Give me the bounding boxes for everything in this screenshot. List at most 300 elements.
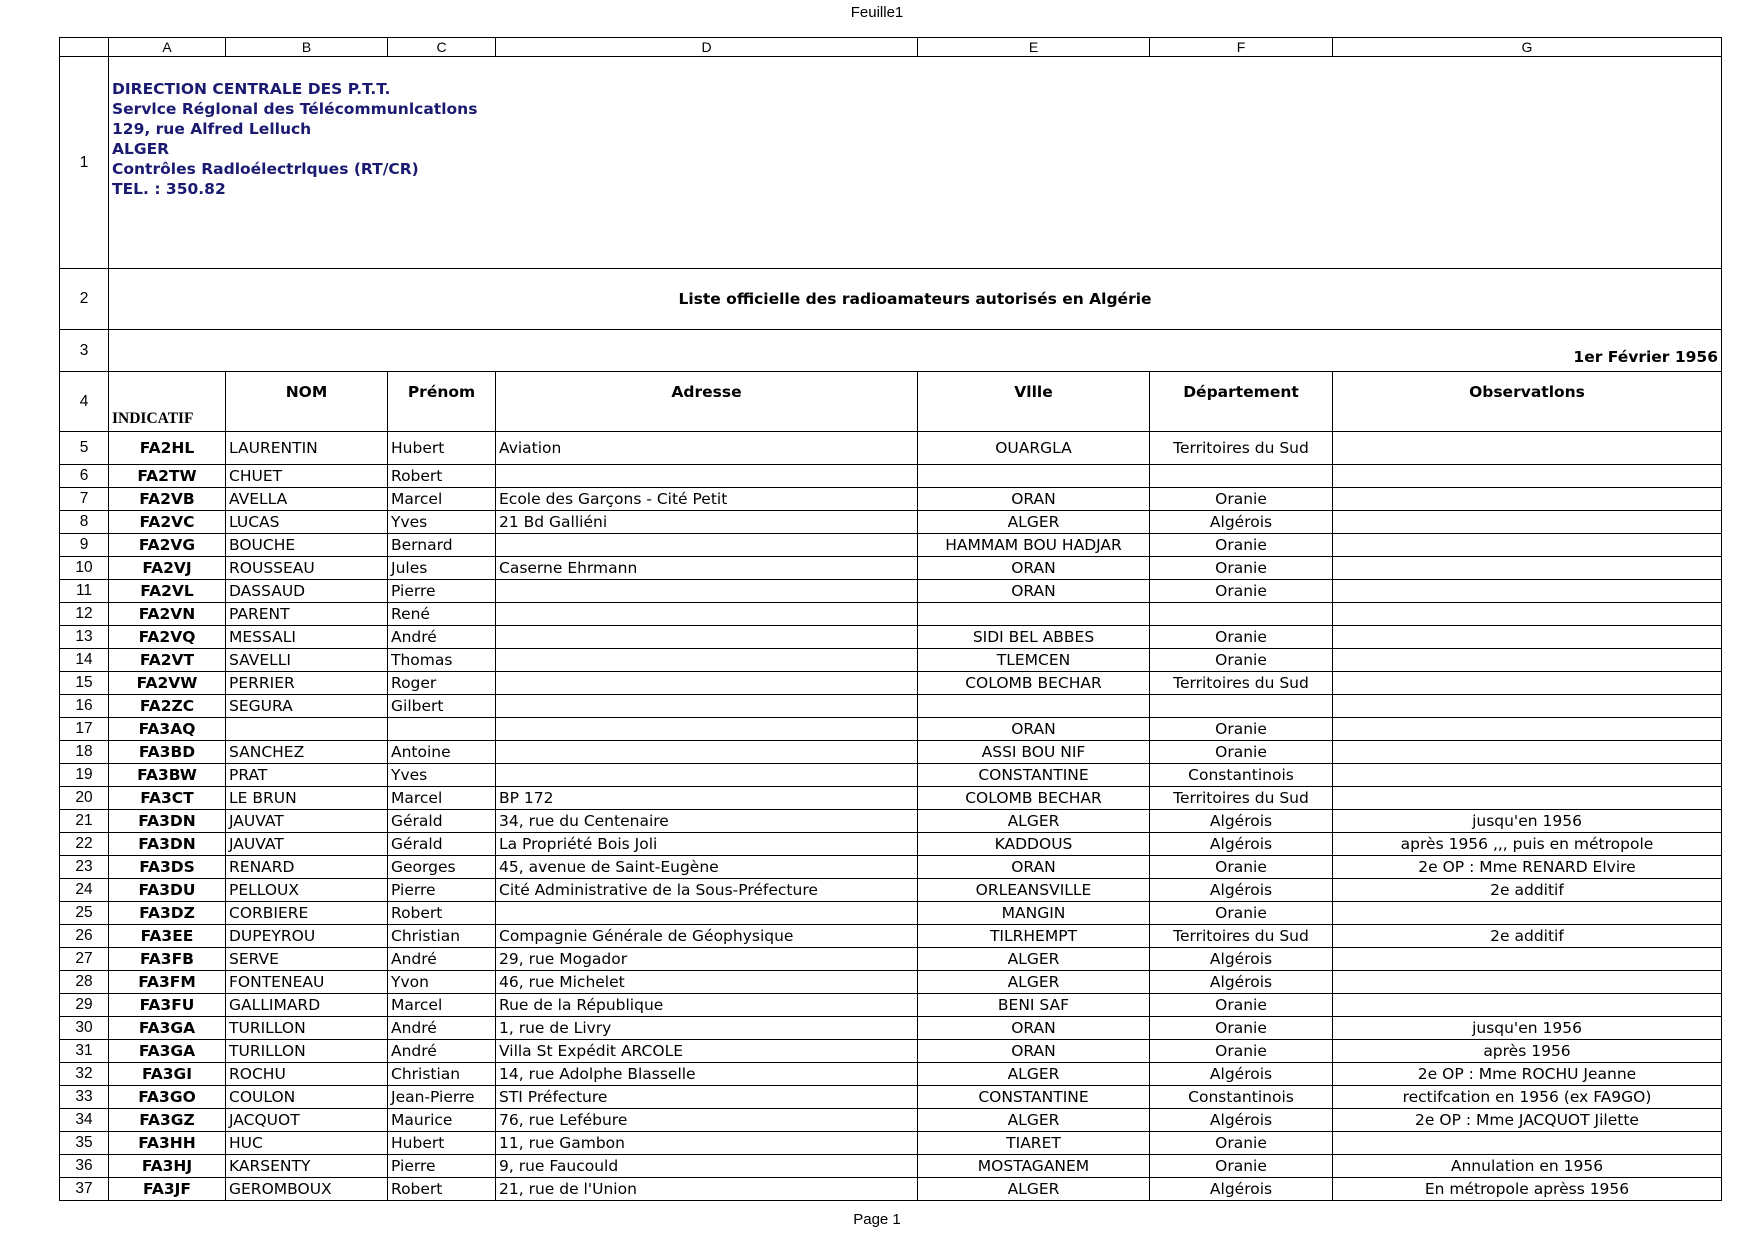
row-number: 18: [60, 741, 109, 764]
header-row: [60, 372, 1722, 432]
cell-observations: [1333, 465, 1722, 488]
cell-indicatif: FA3BD: [109, 741, 226, 764]
row-number: 11: [60, 580, 109, 603]
row-number: 14: [60, 649, 109, 672]
cell-indicatif: FA2VG: [109, 534, 226, 557]
cell-ville: OUARGLA: [918, 432, 1150, 465]
cell-nom: SERVE: [226, 948, 388, 971]
cell-ville: ALGER: [918, 971, 1150, 994]
cell-adresse: BP 172: [496, 787, 918, 810]
cell-indicatif: FA2VN: [109, 603, 226, 626]
cell-prenom: Jean-Pierre: [388, 1086, 496, 1109]
cell-indicatif: FA3GA: [109, 1040, 226, 1063]
cell-observations: [1333, 948, 1722, 971]
row-number: 35: [60, 1132, 109, 1155]
cell-nom: COULON: [226, 1086, 388, 1109]
row-number: 37: [60, 1178, 109, 1201]
cell-observations: [1333, 764, 1722, 787]
cell-ville: ALGER: [918, 948, 1150, 971]
cell-departement: Oranie: [1150, 902, 1333, 925]
cell-ville: ALGER: [918, 1109, 1150, 1132]
cell-observations: après 1956 ,,, puis en métropole: [1333, 833, 1722, 856]
cell-prenom: Christian: [388, 925, 496, 948]
cell-observations: rectifcation en 1956 (ex FA9GO): [1333, 1086, 1722, 1109]
row-number: 9: [60, 534, 109, 557]
table-row: [60, 1178, 1722, 1201]
row-number: 6: [60, 465, 109, 488]
letterhead-line: Servlce Réglonal des Télécommunlcatlons: [112, 100, 478, 118]
row-number: 10: [60, 557, 109, 580]
corner-cell: [60, 38, 109, 57]
cell-prenom: René: [388, 603, 496, 626]
cell-ville: ALGER: [918, 511, 1150, 534]
table-row: [60, 1063, 1722, 1086]
cell-nom: SANCHEZ: [226, 741, 388, 764]
row-number: 5: [60, 432, 109, 465]
cell-prenom: Antoine: [388, 741, 496, 764]
table-row: [60, 879, 1722, 902]
cell-nom: AVELLA: [226, 488, 388, 511]
table-row: [60, 465, 1722, 488]
table-row: [60, 626, 1722, 649]
cell-adresse: [496, 695, 918, 718]
row-number: 32: [60, 1063, 109, 1086]
cell-prenom: Hubert: [388, 1132, 496, 1155]
cell-observations: [1333, 511, 1722, 534]
row-number: 33: [60, 1086, 109, 1109]
cell-departement: Algérois: [1150, 948, 1333, 971]
cell-prenom: Georges: [388, 856, 496, 879]
cell-observations: [1333, 672, 1722, 695]
row-number: 3: [60, 330, 109, 372]
cell-nom: HUC: [226, 1132, 388, 1155]
cell-prenom: Robert: [388, 1178, 496, 1201]
cell-indicatif: FA3DU: [109, 879, 226, 902]
cell-departement: Territoires du Sud: [1150, 672, 1333, 695]
cell-ville: ALGER: [918, 1063, 1150, 1086]
cell-observations: En métropole aprèss 1956: [1333, 1178, 1722, 1201]
cell-adresse: [496, 718, 918, 741]
column-header-e: E: [918, 38, 1150, 57]
cell-nom: DASSAUD: [226, 580, 388, 603]
cell-nom: JACQUOT: [226, 1109, 388, 1132]
row-number: 30: [60, 1017, 109, 1040]
cell-observations: après 1956: [1333, 1040, 1722, 1063]
cell-adresse: 45, avenue de Saint-Eugène: [496, 856, 918, 879]
cell-adresse: 21, rue de l'Union: [496, 1178, 918, 1201]
table-row: [60, 971, 1722, 994]
table-row: [60, 557, 1722, 580]
cell-nom: DUPEYROU: [226, 925, 388, 948]
cell-observations: [1333, 787, 1722, 810]
cell-indicatif: FA2VB: [109, 488, 226, 511]
row-number: 31: [60, 1040, 109, 1063]
row-number: 26: [60, 925, 109, 948]
row-number: 21: [60, 810, 109, 833]
cell-prenom: Pierre: [388, 580, 496, 603]
cell-adresse: Caserne Ehrmann: [496, 557, 918, 580]
cell-ville: COLOMB BECHAR: [918, 787, 1150, 810]
cell-departement: Oranie: [1150, 994, 1333, 1017]
table-row: [60, 695, 1722, 718]
cell-ville: ORAN: [918, 856, 1150, 879]
cell-departement: Oranie: [1150, 1132, 1333, 1155]
cell-adresse: STI Préfecture: [496, 1086, 918, 1109]
cell-departement: Oranie: [1150, 1155, 1333, 1178]
cell-nom: PERRIER: [226, 672, 388, 695]
cell-prenom: Gérald: [388, 833, 496, 856]
cell-departement: Oranie: [1150, 1040, 1333, 1063]
row-number: 25: [60, 902, 109, 925]
cell-indicatif: FA2VQ: [109, 626, 226, 649]
date-row: [60, 330, 1722, 372]
cell-departement: Algérois: [1150, 1178, 1333, 1201]
cell-observations: [1333, 534, 1722, 557]
cell-adresse: 14, rue Adolphe Blasselle: [496, 1063, 918, 1086]
row-number: 8: [60, 511, 109, 534]
cell-indicatif: FA2VJ: [109, 557, 226, 580]
cell-indicatif: FA3GI: [109, 1063, 226, 1086]
cell-indicatif: FA3GZ: [109, 1109, 226, 1132]
cell-prenom: Yves: [388, 511, 496, 534]
cell-indicatif: FA3AQ: [109, 718, 226, 741]
cell-nom: KARSENTY: [226, 1155, 388, 1178]
column-header-b: B: [226, 38, 388, 57]
cell-adresse: 29, rue Mogador: [496, 948, 918, 971]
table-row: [60, 994, 1722, 1017]
cell-adresse: Ecole des Garçons - Cité Petit: [496, 488, 918, 511]
row-number: 19: [60, 764, 109, 787]
cell-ville: COLOMB BECHAR: [918, 672, 1150, 695]
cell-observations: [1333, 695, 1722, 718]
row-number: 12: [60, 603, 109, 626]
sheet-title: Feuille1: [850, 4, 904, 21]
header-ville: Vllle: [918, 372, 1150, 432]
cell-nom: RENARD: [226, 856, 388, 879]
table-row: [60, 902, 1722, 925]
cell-adresse: [496, 741, 918, 764]
cell-nom: SEGURA: [226, 695, 388, 718]
cell-departement: Oranie: [1150, 1017, 1333, 1040]
cell-observations: [1333, 994, 1722, 1017]
table-row: [60, 534, 1722, 557]
cell-adresse: 21 Bd Galliéni: [496, 511, 918, 534]
cell-prenom: André: [388, 1017, 496, 1040]
cell-ville: ORAN: [918, 1017, 1150, 1040]
cell-nom: JAUVAT: [226, 810, 388, 833]
spreadsheet-grid: [59, 37, 1722, 1201]
row-number: 36: [60, 1155, 109, 1178]
cell-departement: Oranie: [1150, 718, 1333, 741]
cell-adresse: [496, 465, 918, 488]
cell-nom: ROCHU: [226, 1063, 388, 1086]
row-number: 15: [60, 672, 109, 695]
cell-observations: [1333, 649, 1722, 672]
cell-prenom: Robert: [388, 465, 496, 488]
table-row: [60, 810, 1722, 833]
cell-observations: [1333, 488, 1722, 511]
column-header-a: A: [109, 38, 226, 57]
cell-adresse: 46, rue Michelet: [496, 971, 918, 994]
cell-indicatif: FA2VC: [109, 511, 226, 534]
cell-departement: Oranie: [1150, 557, 1333, 580]
cell-ville: ALGER: [918, 1178, 1150, 1201]
column-header-g: G: [1333, 38, 1722, 57]
cell-observations: 2e additif: [1333, 879, 1722, 902]
cell-adresse: 76, rue Lefébure: [496, 1109, 918, 1132]
letterhead-line: Contrôles Radloélectrlques (RT/CR): [112, 160, 419, 178]
cell-adresse: 34, rue du Centenaire: [496, 810, 918, 833]
letterhead-line: 129, rue Alfred Lelluch: [112, 120, 312, 138]
table-row: [60, 603, 1722, 626]
cell-nom: GEROMBOUX: [226, 1178, 388, 1201]
cell-observations: [1333, 1132, 1722, 1155]
table-row: [60, 833, 1722, 856]
cell-indicatif: FA3DN: [109, 833, 226, 856]
cell-ville: TILRHEMPT: [918, 925, 1150, 948]
cell-adresse: Rue de la République: [496, 994, 918, 1017]
cell-nom: PARENT: [226, 603, 388, 626]
cell-prenom: Yves: [388, 764, 496, 787]
cell-ville: MOSTAGANEM: [918, 1155, 1150, 1178]
cell-prenom: Jules: [388, 557, 496, 580]
cell-ville: BENI SAF: [918, 994, 1150, 1017]
cell-nom: PRAT: [226, 764, 388, 787]
table-row: [60, 1017, 1722, 1040]
cell-prenom: André: [388, 626, 496, 649]
cell-nom: CHUET: [226, 465, 388, 488]
cell-observations: [1333, 432, 1722, 465]
cell-adresse: [496, 534, 918, 557]
row-number: 16: [60, 695, 109, 718]
cell-observations: [1333, 626, 1722, 649]
table-row: [60, 948, 1722, 971]
cell-nom: FONTENEAU: [226, 971, 388, 994]
cell-adresse: 11, rue Gambon: [496, 1132, 918, 1155]
cell-indicatif: FA3GO: [109, 1086, 226, 1109]
letterhead-line: TEL. : 350.82: [112, 180, 226, 198]
cell-departement: Oranie: [1150, 580, 1333, 603]
table-row: [60, 1155, 1722, 1178]
table-row: [60, 672, 1722, 695]
cell-indicatif: FA3DN: [109, 810, 226, 833]
cell-indicatif: FA2VL: [109, 580, 226, 603]
table-row: [60, 488, 1722, 511]
table-row: [60, 580, 1722, 603]
cell-departement: Algérois: [1150, 879, 1333, 902]
cell-departement: Oranie: [1150, 856, 1333, 879]
cell-nom: MESSALI: [226, 626, 388, 649]
table-row: [60, 718, 1722, 741]
cell-prenom: André: [388, 1040, 496, 1063]
row-number: 13: [60, 626, 109, 649]
cell-nom: PELLOUX: [226, 879, 388, 902]
cell-ville: TIARET: [918, 1132, 1150, 1155]
cell-prenom: Maurice: [388, 1109, 496, 1132]
cell-prenom: Christian: [388, 1063, 496, 1086]
table-row: [60, 1040, 1722, 1063]
cell-ville: ORAN: [918, 580, 1150, 603]
cell-prenom: Marcel: [388, 787, 496, 810]
header-nom: NOM: [226, 372, 388, 432]
cell-indicatif: FA3BW: [109, 764, 226, 787]
cell-adresse: [496, 603, 918, 626]
cell-departement: Territoires du Sud: [1150, 925, 1333, 948]
cell-indicatif: FA3DS: [109, 856, 226, 879]
table-row: [60, 1132, 1722, 1155]
cell-prenom: Bernard: [388, 534, 496, 557]
cell-departement: [1150, 603, 1333, 626]
table-row: [60, 764, 1722, 787]
row-number: 29: [60, 994, 109, 1017]
table-row: [60, 787, 1722, 810]
row-number: 24: [60, 879, 109, 902]
cell-departement: [1150, 465, 1333, 488]
cell-ville: ASSI BOU NIF: [918, 741, 1150, 764]
cell-indicatif: FA3FM: [109, 971, 226, 994]
cell-adresse: [496, 626, 918, 649]
cell-observations: jusqu'en 1956: [1333, 1017, 1722, 1040]
cell-departement: Oranie: [1150, 488, 1333, 511]
row-number: 22: [60, 833, 109, 856]
cell-observations: [1333, 580, 1722, 603]
header-adresse: Adresse: [496, 372, 918, 432]
cell-prenom: Yvon: [388, 971, 496, 994]
cell-prenom: [388, 718, 496, 741]
header-prenom: Prénom: [388, 372, 496, 432]
cell-adresse: [496, 764, 918, 787]
column-header-row: [60, 38, 1722, 57]
cell-departement: Algérois: [1150, 511, 1333, 534]
cell-observations: [1333, 557, 1722, 580]
title-row: [60, 269, 1722, 330]
cell-departement: Algérois: [1150, 1109, 1333, 1132]
row-number: 7: [60, 488, 109, 511]
cell-nom: GALLIMARD: [226, 994, 388, 1017]
row-number: 23: [60, 856, 109, 879]
cell-prenom: Robert: [388, 902, 496, 925]
table-row: [60, 511, 1722, 534]
row-number: 17: [60, 718, 109, 741]
cell-adresse: [496, 580, 918, 603]
table-row: [60, 1109, 1722, 1132]
cell-adresse: Aviation: [496, 432, 918, 465]
row-number: 20: [60, 787, 109, 810]
cell-observations: [1333, 741, 1722, 764]
cell-departement: Oranie: [1150, 741, 1333, 764]
cell-observations: [1333, 718, 1722, 741]
cell-indicatif: FA2ZC: [109, 695, 226, 718]
column-header-d: D: [496, 38, 918, 57]
cell-ville: ORLEANSVILLE: [918, 879, 1150, 902]
cell-ville: ORAN: [918, 718, 1150, 741]
cell-observations: jusqu'en 1956: [1333, 810, 1722, 833]
cell-ville: ORAN: [918, 1040, 1150, 1063]
row-number: 4: [60, 372, 109, 432]
cell-indicatif: FA3HJ: [109, 1155, 226, 1178]
cell-nom: LUCAS: [226, 511, 388, 534]
cell-departement: [1150, 695, 1333, 718]
cell-adresse: [496, 672, 918, 695]
row-number: 27: [60, 948, 109, 971]
column-header-c: C: [388, 38, 496, 57]
cell-indicatif: FA2VW: [109, 672, 226, 695]
row-number: 28: [60, 971, 109, 994]
cell-observations: Annulation en 1956: [1333, 1155, 1722, 1178]
cell-adresse: La Propriété Bois Joli: [496, 833, 918, 856]
cell-ville: ALGER: [918, 810, 1150, 833]
cell-prenom: Marcel: [388, 488, 496, 511]
cell-nom: CORBIERE: [226, 902, 388, 925]
cell-prenom: Roger: [388, 672, 496, 695]
cell-adresse: 1, rue de Livry: [496, 1017, 918, 1040]
cell-prenom: Gérald: [388, 810, 496, 833]
row-number: 34: [60, 1109, 109, 1132]
cell-indicatif: FA3GA: [109, 1017, 226, 1040]
cell-departement: Oranie: [1150, 534, 1333, 557]
cell-prenom: Marcel: [388, 994, 496, 1017]
cell-adresse: Compagnie Générale de Géophysique: [496, 925, 918, 948]
cell-adresse: Villa St Expédit ARCOLE: [496, 1040, 918, 1063]
cell-nom: TURILLON: [226, 1017, 388, 1040]
cell-departement: Constantinois: [1150, 764, 1333, 787]
cell-prenom: Gilbert: [388, 695, 496, 718]
cell-observations: [1333, 971, 1722, 994]
cell-departement: Territoires du Sud: [1150, 432, 1333, 465]
cell-ville: HAMMAM BOU HADJAR: [918, 534, 1150, 557]
table-row: [60, 1086, 1722, 1109]
table-row: [60, 432, 1722, 465]
document-title: Liste officielle des radioamateurs autorisés en Algérie: [109, 269, 1722, 330]
letterhead-row: [60, 57, 1722, 269]
cell-indicatif: FA2TW: [109, 465, 226, 488]
cell-ville: KADDOUS: [918, 833, 1150, 856]
cell-observations: [1333, 603, 1722, 626]
cell-ville: MANGIN: [918, 902, 1150, 925]
header-observations: Observatlons: [1333, 372, 1722, 432]
cell-observations: 2e OP : Mme JACQUOT Jilette: [1333, 1109, 1722, 1132]
cell-ville: [918, 695, 1150, 718]
document-date: 1er Février 1956: [109, 330, 1722, 372]
cell-nom: LAURENTIN: [226, 432, 388, 465]
cell-adresse: 9, rue Faucould: [496, 1155, 918, 1178]
letterhead-line: DIRECTION CENTRALE DES P.T.T.: [112, 80, 391, 98]
table-row: [60, 856, 1722, 879]
cell-departement: Oranie: [1150, 626, 1333, 649]
cell-observations: 2e additif: [1333, 925, 1722, 948]
cell-nom: ROUSSEAU: [226, 557, 388, 580]
cell-prenom: Pierre: [388, 1155, 496, 1178]
cell-adresse: [496, 902, 918, 925]
cell-observations: 2e OP : Mme ROCHU Jeanne: [1333, 1063, 1722, 1086]
cell-indicatif: FA3FB: [109, 948, 226, 971]
cell-ville: ORAN: [918, 488, 1150, 511]
cell-indicatif: FA3JF: [109, 1178, 226, 1201]
cell-indicatif: FA2VT: [109, 649, 226, 672]
cell-observations: 2e OP : Mme RENARD Elvire: [1333, 856, 1722, 879]
cell-observations: [1333, 902, 1722, 925]
cell-departement: Territoires du Sud: [1150, 787, 1333, 810]
cell-nom: JAUVAT: [226, 833, 388, 856]
cell-departement: Algérois: [1150, 833, 1333, 856]
cell-nom: LE BRUN: [226, 787, 388, 810]
cell-ville: TLEMCEN: [918, 649, 1150, 672]
row-number: 1: [60, 57, 109, 269]
cell-nom: TURILLON: [226, 1040, 388, 1063]
column-header-f: F: [1150, 38, 1333, 57]
cell-ville: ORAN: [918, 557, 1150, 580]
cell-ville: SIDI BEL ABBES: [918, 626, 1150, 649]
